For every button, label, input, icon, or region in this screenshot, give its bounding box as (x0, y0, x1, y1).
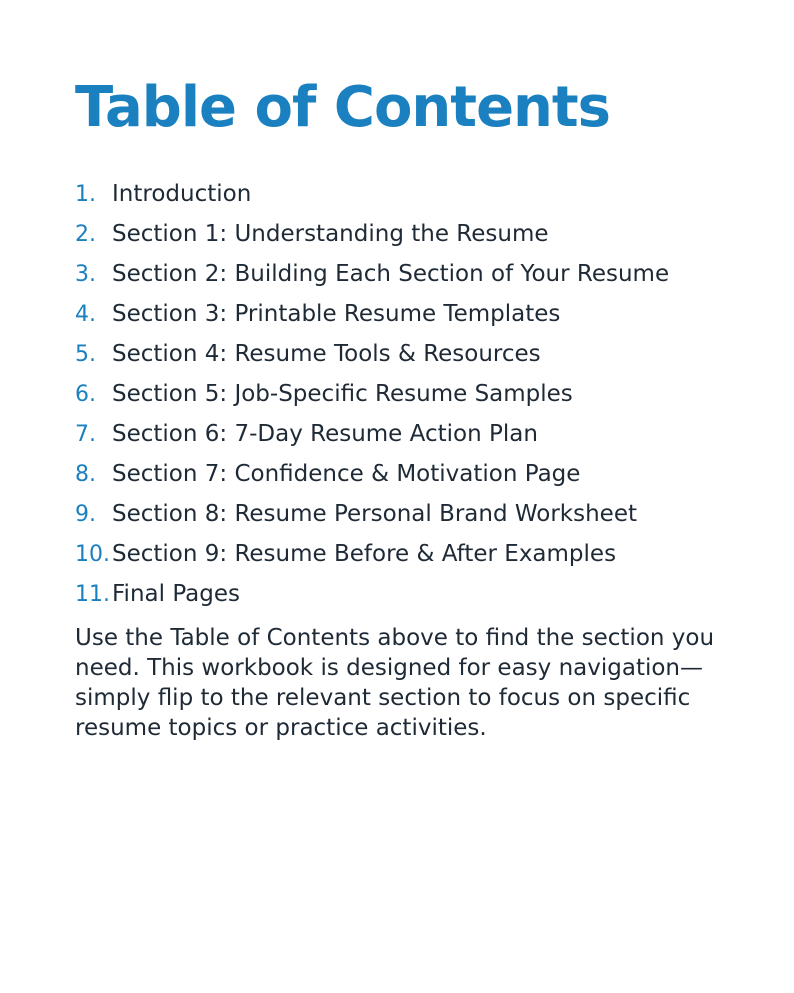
toc-item (75, 454, 735, 494)
toc-item (75, 174, 735, 214)
toc-item (75, 334, 735, 374)
toc-item-label: Final Pages (112, 581, 240, 607)
toc-page (75, 72, 735, 743)
toc-item-label: Section 3: Printable Resume Templates (112, 301, 561, 327)
toc-item (75, 294, 735, 334)
toc-item-number: 10. (75, 542, 110, 567)
toc-item (75, 374, 735, 414)
navigation-note: Use the Table of Contents above to find the section you need. This workbook is designed for easy navigation—simply flip to the relevant section to focus on specific resume topics or practice activities. (75, 625, 715, 741)
page-title: Table of Contents (75, 75, 611, 140)
toc-item-number: 9. (75, 502, 96, 527)
toc-item-number: 3. (75, 262, 96, 287)
toc-item (75, 214, 735, 254)
toc-item-label: Introduction (112, 181, 252, 207)
toc-item-number: 11. (75, 582, 110, 607)
toc-item-number: 5. (75, 342, 96, 367)
toc-item (75, 534, 735, 574)
toc-item-number: 1. (75, 182, 96, 207)
toc-item-label: Section 4: Resume Tools & Resources (112, 341, 541, 367)
toc-item-label: Section 5: Job-Specific Resume Samples (112, 381, 573, 407)
toc-item-number: 2. (75, 222, 96, 247)
toc-item (75, 494, 735, 534)
toc-item-label: Section 8: Resume Personal Brand Worksheet (112, 501, 638, 527)
toc-item-label: Section 2: Building Each Section of Your Resume (112, 261, 670, 287)
toc-item-number: 6. (75, 382, 96, 407)
toc-item-number: 8. (75, 462, 96, 487)
toc-item (75, 414, 735, 454)
toc-item (75, 574, 735, 614)
toc-list (75, 174, 735, 614)
toc-item-label: Section 6: 7-Day Resume Action Plan (112, 421, 538, 447)
toc-item-label: Section 7: Confidence & Motivation Page (112, 461, 581, 487)
toc-item (75, 254, 735, 294)
toc-item-number: 4. (75, 302, 96, 327)
toc-item-label: Section 1: Understanding the Resume (112, 221, 549, 247)
toc-item-number: 7. (75, 422, 96, 447)
toc-item-label: Section 9: Resume Before & After Examples (112, 541, 617, 567)
